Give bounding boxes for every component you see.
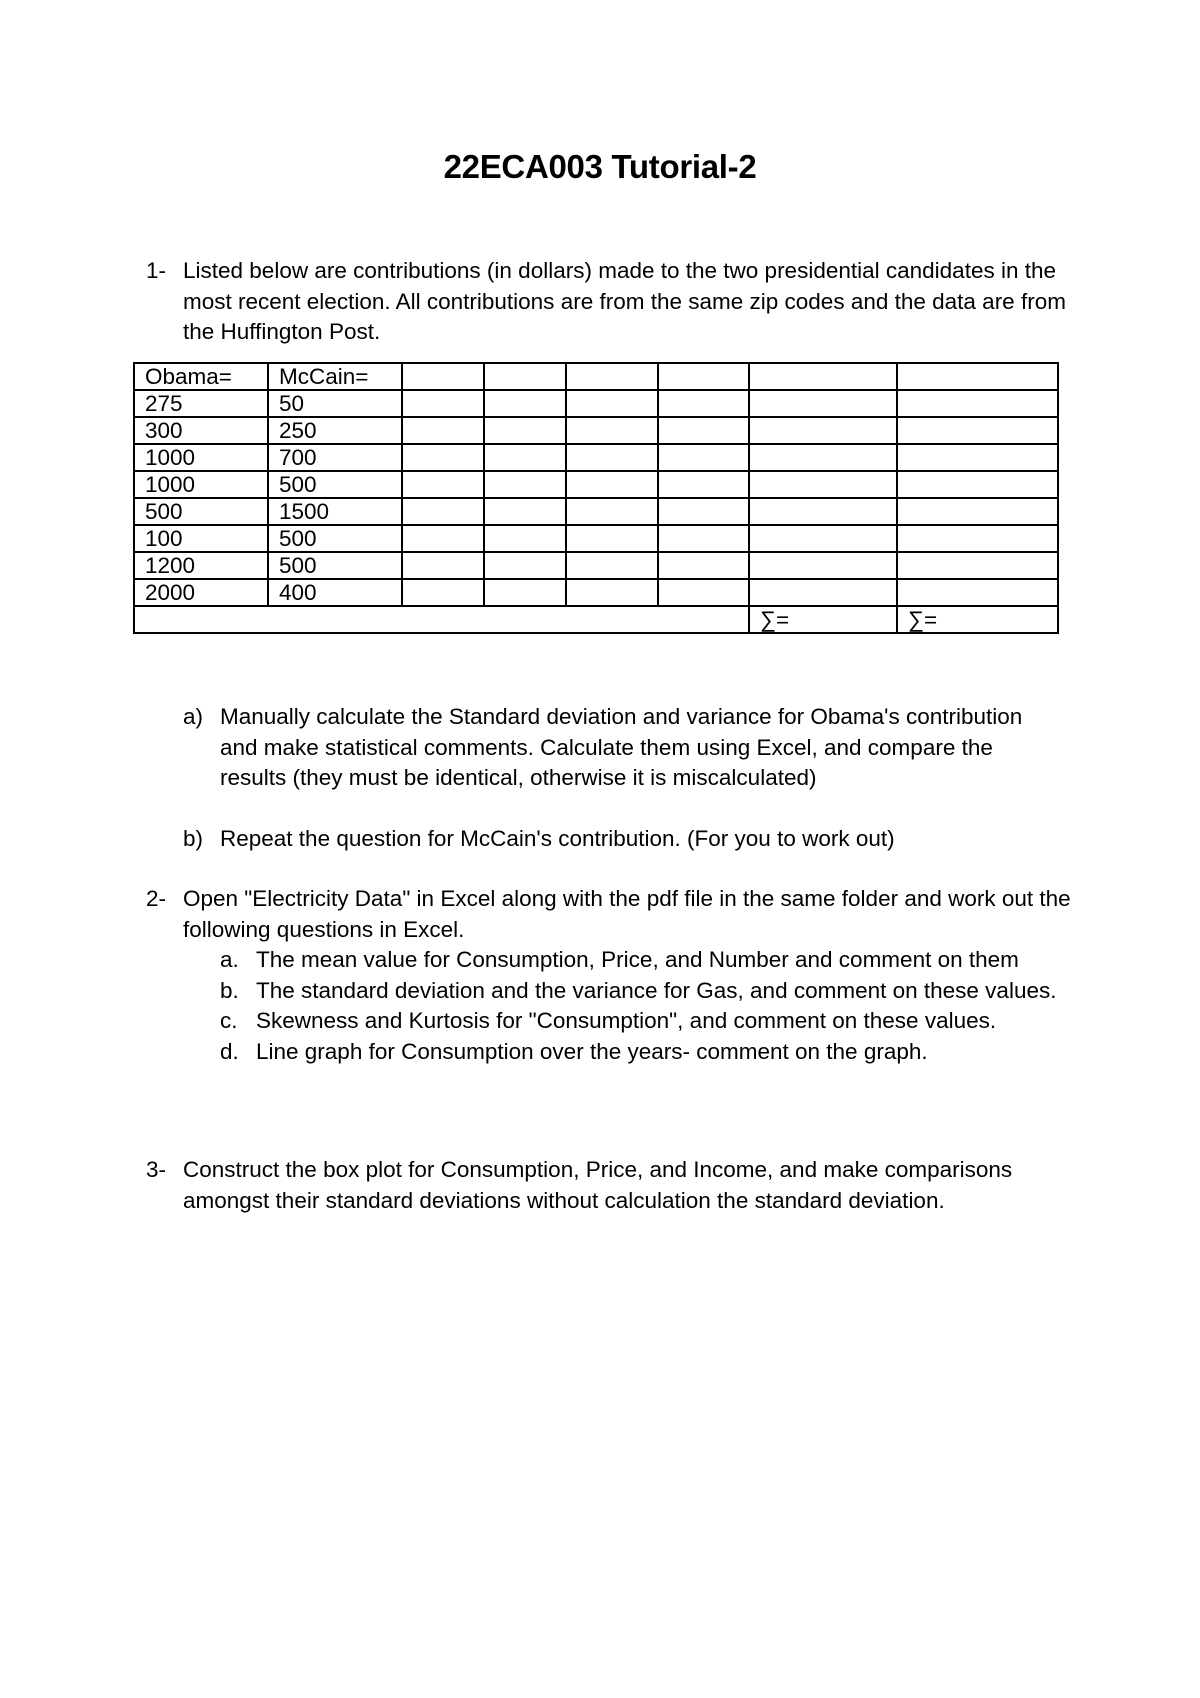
table-row xyxy=(134,552,1058,579)
header-mccain: McCain= xyxy=(268,363,402,390)
obama-value: 500 xyxy=(134,498,268,525)
table-row xyxy=(134,471,1058,498)
table-row xyxy=(134,417,1058,444)
table-cell xyxy=(658,498,749,525)
table-cell xyxy=(658,471,749,498)
question-3-number: 3- xyxy=(146,1157,167,1182)
table-cell xyxy=(402,417,484,444)
list-item-number: a. xyxy=(220,947,239,972)
table-cell xyxy=(658,444,749,471)
obama-value: 300 xyxy=(134,417,268,444)
mccain-value: 1500 xyxy=(268,498,402,525)
mccain-value: 250 xyxy=(268,417,402,444)
table-cell xyxy=(566,525,658,552)
table-cell xyxy=(658,552,749,579)
table-row xyxy=(134,525,1058,552)
table-cell xyxy=(484,417,566,444)
question-1-text: Listed below are contributions (in dollars) made to the two presidential candidates in the most recent election. All contributions are from the same zip codes and the data are from the Huffington Post. xyxy=(183,258,1066,344)
mccain-value: 50 xyxy=(268,390,402,417)
list-item-number: d. xyxy=(220,1038,239,1064)
table-cell xyxy=(566,471,658,498)
obama-value: 1000 xyxy=(134,444,268,471)
table-cell xyxy=(749,498,897,525)
table-cell xyxy=(749,444,897,471)
page-title: 22ECA003 Tutorial-2 xyxy=(443,148,757,185)
mccain-value: 700 xyxy=(268,444,402,471)
table-cell xyxy=(402,444,484,471)
table-cell xyxy=(749,363,897,390)
question-1-number: 1- xyxy=(146,258,167,283)
table-cell xyxy=(897,525,1058,552)
table-cell xyxy=(897,579,1058,606)
table-cell xyxy=(402,471,484,498)
table-cell xyxy=(566,579,658,606)
list-item xyxy=(183,1006,1063,1037)
obama-value: 2000 xyxy=(134,579,268,606)
table-cell xyxy=(484,444,566,471)
table-cell xyxy=(749,390,897,417)
list-item-text: Skewness and Kurtosis for "Consumption", and comment on these values. xyxy=(256,1008,997,1033)
table-cell xyxy=(749,417,897,444)
mccain-value: 400 xyxy=(268,579,402,606)
table-cell xyxy=(566,498,658,525)
table-cell xyxy=(484,471,566,498)
mccain-value: 500 xyxy=(268,525,402,552)
table-cell xyxy=(897,498,1058,525)
obama-value: 1200 xyxy=(134,552,268,579)
table-cell xyxy=(566,417,658,444)
contributions-table xyxy=(133,362,1059,634)
table-cell xyxy=(484,363,566,390)
table-cell xyxy=(897,363,1058,390)
table-cell xyxy=(749,525,897,552)
sum-row-blank-cell xyxy=(134,606,749,633)
table-cell xyxy=(566,552,658,579)
table-cell xyxy=(566,390,658,417)
question-2-number: 2- xyxy=(146,886,167,911)
question-1b-text: Repeat the question for McCain's contribution. (For you to work out) xyxy=(220,826,895,851)
mccain-value: 500 xyxy=(268,552,402,579)
table-cell xyxy=(749,552,897,579)
table-header-row xyxy=(134,363,1058,390)
table-cell xyxy=(749,471,897,498)
table-row xyxy=(134,579,1058,606)
table-cell xyxy=(658,579,749,606)
table-cell xyxy=(658,525,749,552)
sum-label: ∑= xyxy=(749,606,897,633)
question-3-text: Construct the box plot for Consumption, Price, and Income, and make comparisons amongst their standard deviations without calculation the standard deviation. xyxy=(183,1157,1013,1213)
obama-value: 275 xyxy=(134,390,268,417)
obama-value: 100 xyxy=(134,525,268,552)
table-cell xyxy=(566,363,658,390)
question-1b-number: b) xyxy=(183,826,204,851)
table-cell xyxy=(402,552,484,579)
list-item-text: The standard deviation and the variance for Gas, and comment on these values. xyxy=(256,977,1057,1003)
table-cell xyxy=(897,471,1058,498)
header-obama: Obama= xyxy=(134,363,268,390)
table-cell xyxy=(749,579,897,606)
table-cell xyxy=(484,552,566,579)
table-cell xyxy=(897,390,1058,417)
list-item xyxy=(183,1037,1063,1068)
sum-label: ∑= xyxy=(897,606,1058,633)
question-1a-text: Manually calculate the Standard deviation and variance for Obama's contribution and make statistical comments. Calculate them using Excel, and compare the results (they must be identical, otherwise it is miscalculated) xyxy=(220,704,1023,790)
table-cell xyxy=(897,444,1058,471)
table-cell xyxy=(484,579,566,606)
list-item-number: c. xyxy=(220,1008,238,1033)
table-cell xyxy=(658,363,749,390)
table-cell xyxy=(402,390,484,417)
table-cell xyxy=(402,498,484,525)
question-2-text: Open "Electricity Data" in Excel along with the pdf file in the same folder and work out the following questions in Excel. xyxy=(183,886,1071,942)
table-cell xyxy=(402,525,484,552)
table-row xyxy=(134,390,1058,417)
list-item xyxy=(183,976,1063,1007)
table-cell xyxy=(897,552,1058,579)
list-item-number: b. xyxy=(220,977,239,1003)
mccain-value: 500 xyxy=(268,471,402,498)
table-cell xyxy=(484,390,566,417)
table-cell xyxy=(402,579,484,606)
table-sum-row xyxy=(134,606,1058,633)
table-row xyxy=(134,498,1058,525)
table-cell xyxy=(402,363,484,390)
table-cell xyxy=(484,525,566,552)
table-row xyxy=(134,444,1058,471)
obama-value: 1000 xyxy=(134,471,268,498)
table-cell xyxy=(658,417,749,444)
list-item-text: Line graph for Consumption over the years- comment on the graph. xyxy=(256,1038,928,1064)
list-item-text: The mean value for Consumption, Price, and Number and comment on them xyxy=(256,947,1019,972)
table-cell xyxy=(484,498,566,525)
question-1a-number: a) xyxy=(183,704,204,729)
table-cell xyxy=(566,444,658,471)
table-cell xyxy=(897,417,1058,444)
list-item xyxy=(183,945,1063,976)
question-2-list xyxy=(183,945,1063,1067)
table-cell xyxy=(658,390,749,417)
